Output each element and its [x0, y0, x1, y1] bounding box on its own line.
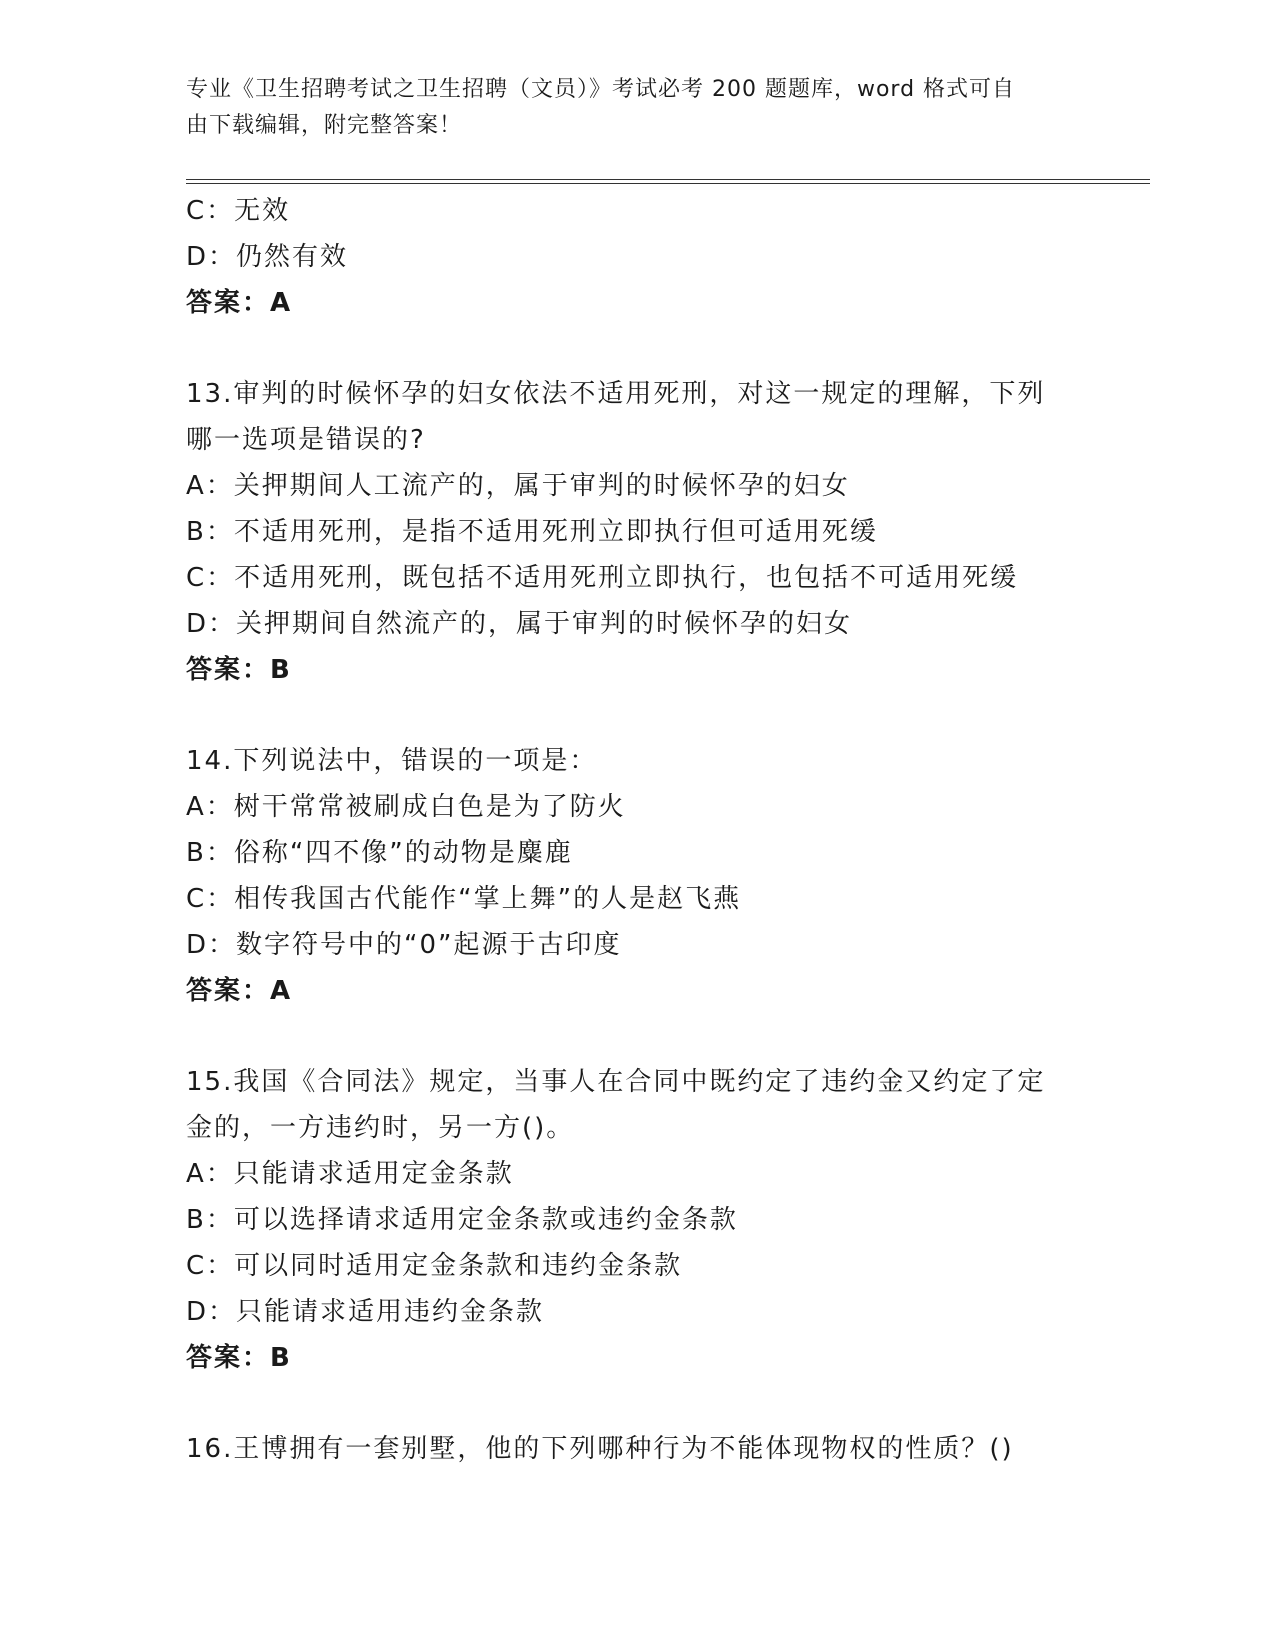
option-b: B：可以选择请求适用定金条款或违约金条款 [186, 1205, 738, 1235]
answer-line: 答案：B [186, 1343, 292, 1373]
option-c: C：不适用死刑，既包括不适用死刑立即执行，也包括不可适用死缓 [186, 563, 1019, 593]
question-block-12-tail [186, 188, 1086, 326]
question-title-line-1: 16.王博拥有一套别墅，他的下列哪种行为不能体现物权的性质？() [186, 1434, 1014, 1464]
answer-line: 答案：A [186, 976, 293, 1006]
question-block-16 [186, 1426, 1086, 1472]
question-block-13 [186, 371, 1086, 693]
option-a: A：树干常常被刷成白色是为了防火 [186, 792, 626, 822]
question-title-line-1: 15.我国《合同法》规定，当事人在合同中既约定了违约金又约定了定 [186, 1067, 1046, 1097]
header-title-line-1: 专业《卫生招聘考试之卫生招聘（文员）》考试必考 200 题题库，word 格式可自 [186, 77, 1016, 102]
document-body [186, 188, 1086, 1472]
option-d: D：只能请求适用违约金条款 [186, 1297, 545, 1327]
option-b: B：俗称“四不像”的动物是麋鹿 [186, 838, 573, 868]
option-d: D：关押期间自然流产的，属于审判的时候怀孕的妇女 [186, 609, 853, 639]
spacer [186, 693, 1086, 738]
header-divider-top [186, 179, 1150, 180]
header-divider-bottom [186, 183, 1150, 184]
option-d: D：仍然有效 [186, 242, 349, 272]
spacer [186, 326, 1086, 371]
option-a: A：只能请求适用定金条款 [186, 1159, 514, 1189]
option-c: C：可以同时适用定金条款和违约金条款 [186, 1251, 683, 1281]
option-c: C：无效 [186, 196, 291, 226]
option-b: B：不适用死刑，是指不适用死刑立即执行但可适用死缓 [186, 517, 878, 547]
question-title-line-1: 14.下列说法中，错误的一项是： [186, 746, 598, 776]
option-a: A：关押期间人工流产的，属于审判的时候怀孕的妇女 [186, 471, 850, 501]
answer-line: 答案：B [186, 655, 292, 685]
option-c: C：相传我国古代能作“掌上舞”的人是赵飞燕 [186, 884, 742, 914]
header-title-line-2: 由下载编辑，附完整答案！ [186, 113, 463, 138]
spacer [186, 1014, 1086, 1059]
question-title-line-2: 金的，一方违约时，另一方()。 [186, 1113, 575, 1143]
question-block-15 [186, 1059, 1086, 1381]
spacer [186, 1381, 1086, 1426]
document-header [186, 72, 1066, 144]
option-d: D：数字符号中的“0”起源于古印度 [186, 930, 622, 960]
answer-line: 答案：A [186, 288, 293, 318]
question-title-line-1: 13.审判的时候怀孕的妇女依法不适用死刑，对这一规定的理解，下列 [186, 379, 1046, 409]
question-title-line-2: 哪一选项是错误的? [186, 425, 426, 455]
question-block-14 [186, 738, 1086, 1014]
